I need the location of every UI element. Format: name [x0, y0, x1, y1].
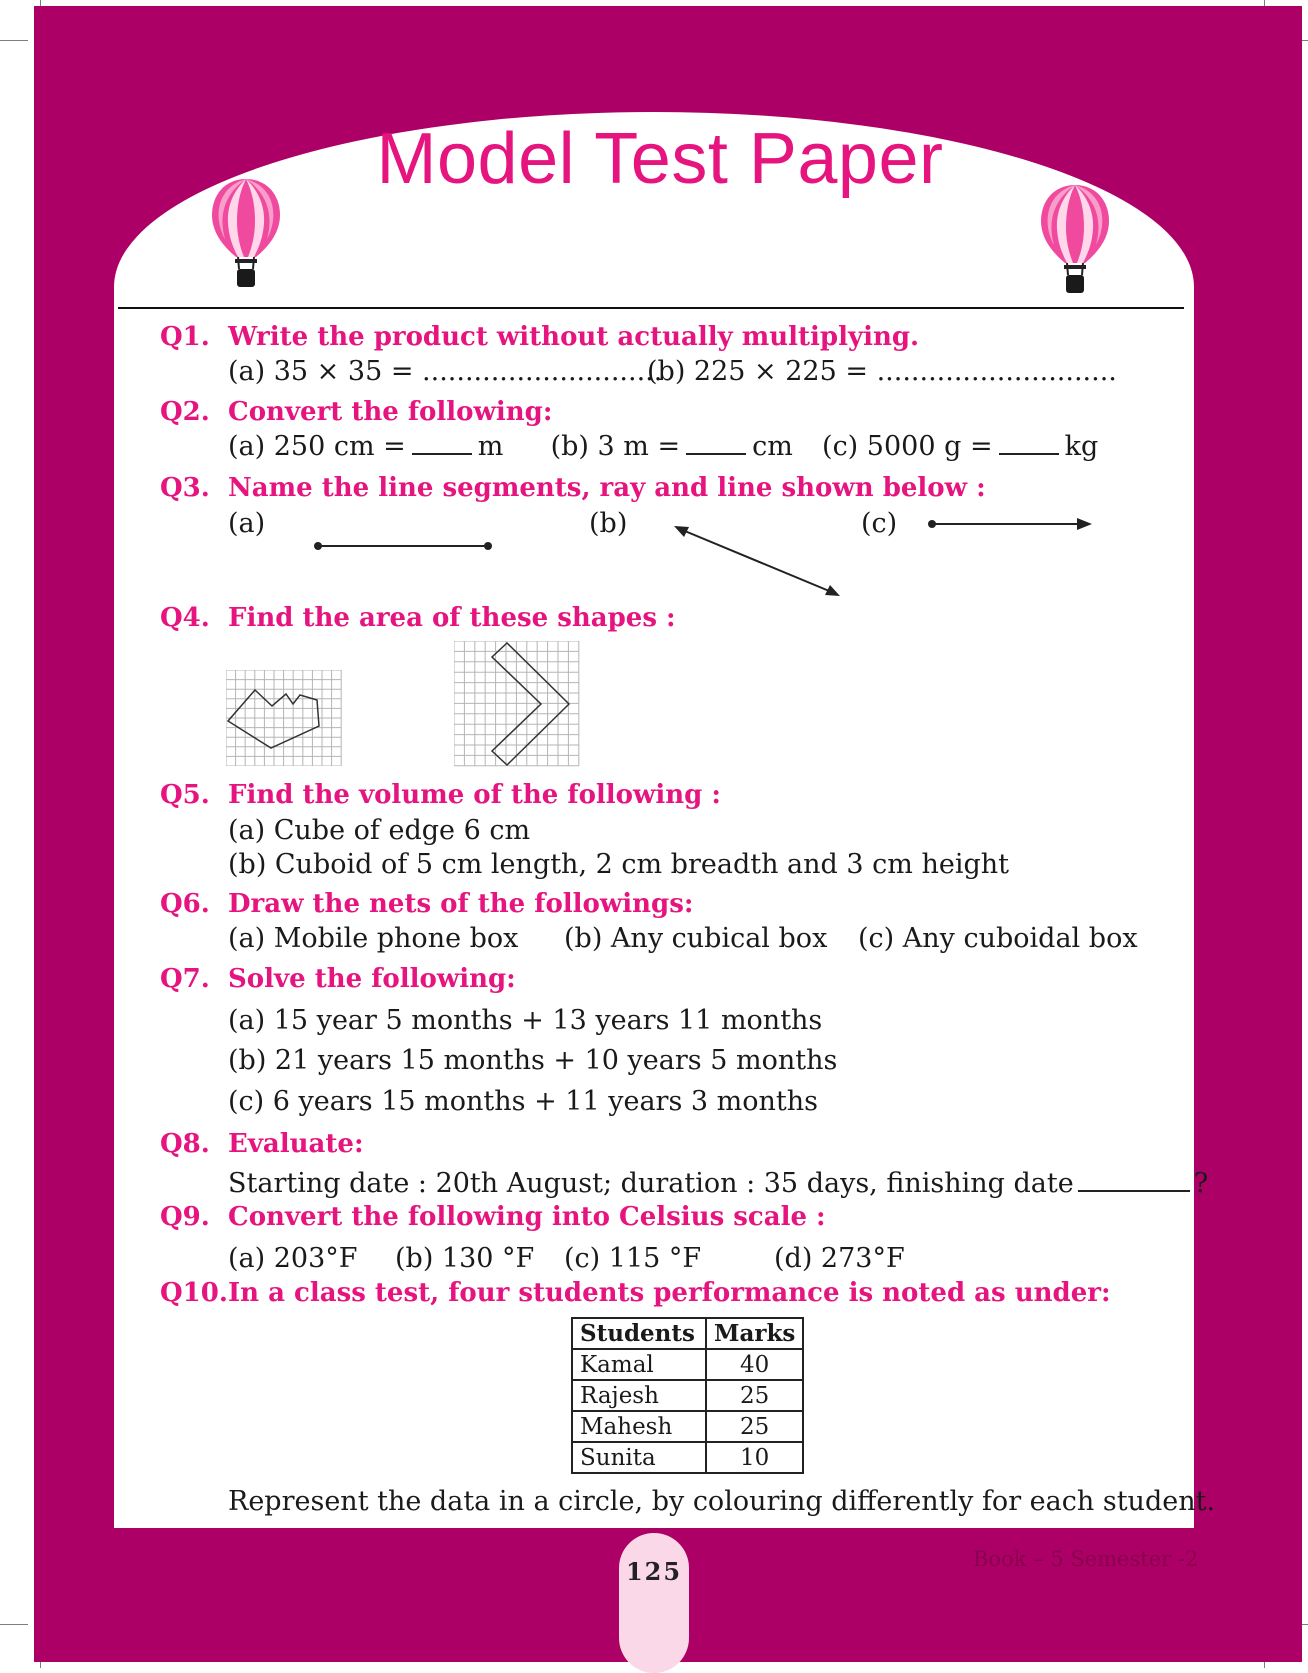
question-number: Q2.	[160, 397, 210, 427]
q2-c-label: (c) 5000 g =	[822, 431, 993, 462]
question-number: Q8.	[160, 1129, 210, 1159]
question-number: Q10.	[160, 1278, 228, 1308]
question-text: Draw the nets of the followings:	[228, 889, 694, 919]
question-text: Solve the following:	[228, 964, 516, 994]
q5-part-a: (a) Cube of edge 6 cm	[228, 815, 531, 846]
q2-b-unit: cm	[752, 431, 793, 462]
q8-end: ?	[1193, 1168, 1209, 1199]
question-number: Q9.	[160, 1202, 210, 1232]
question-text: Find the volume of the following :	[228, 780, 722, 810]
hot-air-balloon-icon	[1040, 183, 1110, 295]
question-text: In a class test, four students performance is noted as under:	[228, 1278, 1111, 1308]
q9-part-b: (b) 130 °F	[395, 1243, 535, 1274]
column-header: Students	[572, 1318, 706, 1349]
question-number: Q4.	[160, 603, 210, 633]
q3-label-c: (c)	[861, 508, 898, 539]
q8-text: Starting date : 20th August; duration : 35 days, finishing date	[228, 1168, 1074, 1199]
q2-a-unit: m	[477, 431, 504, 462]
student-name: Sunita	[572, 1442, 706, 1473]
crop-mark	[0, 1624, 28, 1625]
student-marks: 25	[706, 1411, 803, 1442]
question-number: Q5.	[160, 780, 210, 810]
q2-b-label: (b) 3 m =	[550, 431, 681, 462]
q9-part-a: (a) 203°F	[228, 1243, 358, 1274]
question-text: Convert the following into Celsius scale :	[228, 1202, 826, 1232]
answer-blank[interactable]	[1078, 1190, 1190, 1192]
ray-figure	[922, 513, 1096, 535]
q7-part-b: (b) 21 years 15 months + 10 years 5 months	[228, 1045, 838, 1076]
table-row	[572, 1442, 803, 1473]
q6-part-c: (c) Any cuboidal box	[858, 923, 1138, 954]
line-segment-figure	[310, 536, 496, 556]
page-title: Model Test Paper	[376, 119, 944, 199]
question-text: Evaluate:	[228, 1129, 364, 1159]
q9-part-d: (d) 273°F	[774, 1243, 905, 1274]
answer-blank[interactable]	[686, 453, 746, 455]
q9-part-c: (c) 115 °F	[564, 1243, 702, 1274]
question-text: Convert the following:	[228, 397, 553, 427]
book-footer: Book – 5 Semester -2	[973, 1547, 1199, 1571]
table-row	[572, 1349, 803, 1380]
question-number: Q7.	[160, 964, 210, 994]
question-number: Q3.	[160, 473, 210, 503]
page-number: 125	[625, 1557, 683, 1586]
q3-label-b: (b)	[589, 508, 628, 539]
page-number-tab	[619, 1533, 689, 1673]
question-text: Find the area of these shapes :	[228, 603, 676, 633]
header-divider	[118, 307, 1184, 309]
q2-c-unit: kg	[1064, 431, 1099, 462]
question-number: Q1.	[160, 322, 210, 352]
student-marks: 10	[706, 1442, 803, 1473]
question-number: Q6.	[160, 889, 210, 919]
q7-part-a: (a) 15 year 5 months + 13 years 11 months	[228, 1005, 823, 1036]
hot-air-balloon-icon	[211, 177, 281, 289]
answer-blank[interactable]	[999, 453, 1059, 455]
student-marks: 25	[706, 1380, 803, 1411]
line-figure	[670, 522, 846, 600]
q8-line	[228, 1168, 1208, 1199]
q10-instruction: Represent the data in a circle, by colouring differently for each student.	[228, 1486, 1216, 1517]
q1-part-b: (b) 225 × 225 = ............................	[647, 356, 1117, 387]
grid-shape-figure-1	[226, 670, 342, 766]
question-text: Write the product without actually multiplying.	[228, 322, 920, 352]
grid-shape-figure-2	[454, 641, 580, 767]
q6-part-b: (b) Any cubical box	[564, 923, 828, 954]
q2-parts	[228, 431, 1098, 462]
student-name: Mahesh	[572, 1411, 706, 1442]
question-text: Name the line segments, ray and line shown below :	[228, 473, 986, 503]
student-marks: 40	[706, 1349, 803, 1380]
q2-a-label: (a) 250 cm =	[228, 431, 406, 462]
q6-part-a: (a) Mobile phone box	[228, 923, 519, 954]
answer-blank[interactable]	[412, 453, 472, 455]
student-name: Rajesh	[572, 1380, 706, 1411]
column-header: Marks	[706, 1318, 803, 1349]
q7-part-c: (c) 6 years 15 months + 11 years 3 months	[228, 1086, 818, 1117]
table-header-row	[572, 1318, 803, 1349]
q1-part-a: (a) 35 × 35 = ............................	[228, 356, 663, 387]
table-row	[572, 1380, 803, 1411]
student-name: Kamal	[572, 1349, 706, 1380]
marks-table	[571, 1317, 804, 1474]
q5-part-b: (b) Cuboid of 5 cm length, 2 cm breadth and 3 cm height	[228, 849, 1009, 880]
table-row	[572, 1411, 803, 1442]
q3-label-a: (a)	[228, 508, 266, 539]
crop-mark	[0, 40, 28, 41]
